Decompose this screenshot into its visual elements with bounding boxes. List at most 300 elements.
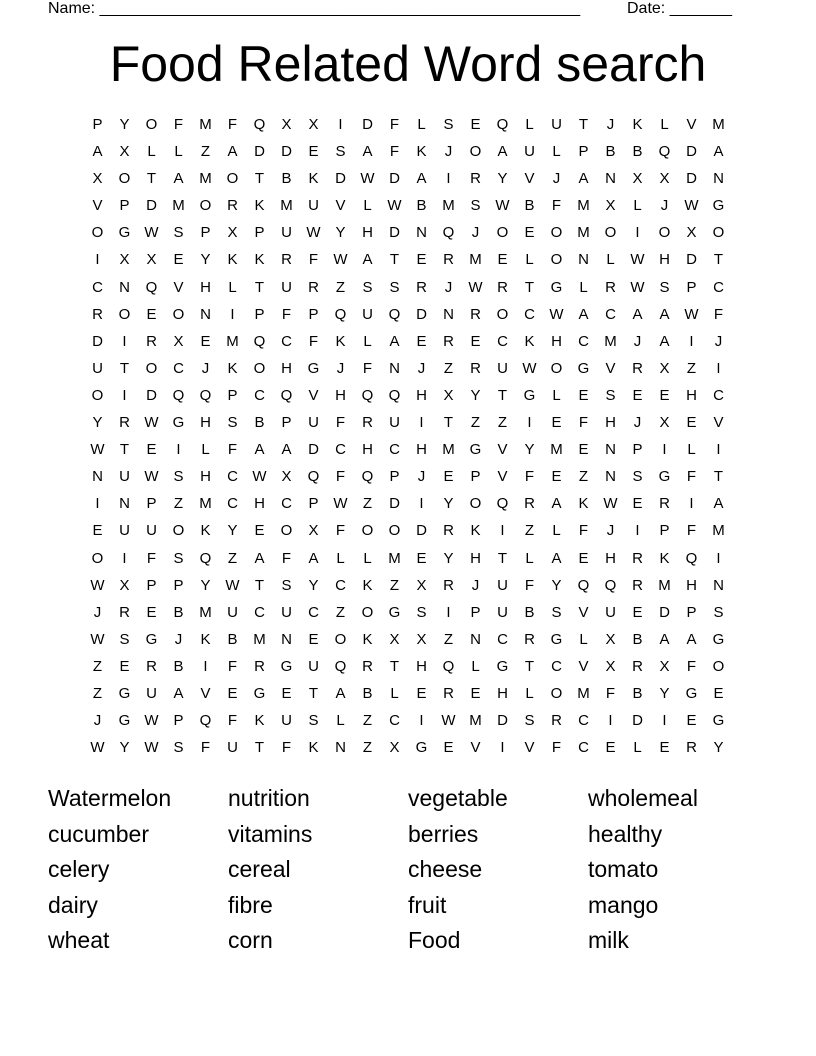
grid-letter: Z bbox=[227, 549, 238, 567]
grid-letter: L bbox=[174, 143, 183, 161]
grid-letter: F bbox=[281, 549, 292, 567]
grid-letter: S bbox=[632, 468, 643, 486]
grid-letter: T bbox=[146, 170, 157, 188]
grid-letter: O bbox=[91, 224, 104, 242]
grid-letter: V bbox=[200, 684, 211, 702]
grid-letter: X bbox=[605, 657, 616, 675]
grid-letter: F bbox=[389, 143, 400, 161]
grid-letter: M bbox=[469, 251, 482, 269]
grid-letter: R bbox=[497, 278, 508, 296]
grid-letter: C bbox=[281, 332, 292, 350]
grid-letter: H bbox=[281, 359, 292, 377]
grid-letter: Y bbox=[713, 739, 724, 757]
grid-letter: Y bbox=[200, 576, 211, 594]
grid-letter: K bbox=[254, 197, 265, 215]
grid-letter: K bbox=[308, 170, 319, 188]
grid-row bbox=[84, 303, 732, 330]
grid-letter: G bbox=[658, 468, 671, 486]
grid-letter: R bbox=[227, 197, 238, 215]
grid-letter: E bbox=[632, 386, 643, 404]
grid-letter: O bbox=[712, 657, 725, 675]
grid-letter: L bbox=[552, 522, 561, 540]
grid-letter: E bbox=[659, 386, 670, 404]
grid-letter: A bbox=[551, 495, 562, 513]
grid-letter: O bbox=[253, 359, 266, 377]
grid-letter: K bbox=[200, 630, 211, 648]
word-list-item: vitamins bbox=[228, 820, 313, 847]
grid-letter: H bbox=[686, 386, 697, 404]
grid-letter: I bbox=[527, 414, 532, 432]
grid-letter: S bbox=[443, 116, 454, 133]
grid-letter: O bbox=[361, 603, 374, 621]
grid-letter: D bbox=[686, 143, 697, 161]
grid-letter: E bbox=[551, 468, 562, 486]
grid-letter: A bbox=[713, 143, 724, 161]
grid-letter: P bbox=[173, 576, 184, 594]
grid-letter: H bbox=[659, 251, 670, 269]
grid-letter: R bbox=[470, 170, 481, 188]
grid-letter: F bbox=[308, 332, 319, 350]
grid-letter: I bbox=[635, 522, 640, 540]
grid-letter: P bbox=[308, 305, 319, 323]
grid-letter: I bbox=[716, 441, 721, 459]
grid-letter: M bbox=[199, 603, 212, 621]
grid-letter: P bbox=[173, 712, 184, 730]
grid-letter: Q bbox=[388, 305, 401, 323]
grid-letter: Y bbox=[551, 576, 562, 594]
grid-letter: I bbox=[419, 414, 424, 432]
grid-letter: H bbox=[605, 549, 616, 567]
grid-letter: D bbox=[362, 116, 373, 133]
grid-letter: O bbox=[712, 224, 725, 242]
grid-letter: O bbox=[469, 495, 482, 513]
word-list-item: cereal bbox=[228, 856, 291, 882]
grid-letter: C bbox=[335, 441, 346, 459]
grid-letter: O bbox=[91, 386, 104, 404]
grid-letter: X bbox=[119, 251, 130, 269]
grid-letter: L bbox=[633, 739, 642, 757]
grid-letter: I bbox=[635, 224, 640, 242]
grid-letter: I bbox=[176, 441, 181, 459]
grid-letter: G bbox=[307, 359, 320, 377]
grid-letter: L bbox=[363, 332, 372, 350]
grid-letter: S bbox=[713, 603, 724, 621]
grid-letter: F bbox=[281, 305, 292, 323]
grid-letter: G bbox=[388, 603, 401, 621]
grid-row bbox=[84, 221, 732, 248]
grid-letter: V bbox=[497, 468, 508, 486]
grid-letter: W bbox=[684, 305, 699, 323]
grid-letter: J bbox=[552, 170, 561, 188]
grid-letter: W bbox=[684, 197, 699, 215]
grid-letter: T bbox=[443, 414, 454, 432]
grid-letter: L bbox=[579, 630, 588, 648]
grid-letter: R bbox=[551, 712, 562, 730]
grid-letter: O bbox=[388, 522, 401, 540]
grid-letter: G bbox=[469, 441, 482, 459]
grid-letter: O bbox=[550, 684, 563, 702]
grid-letter: R bbox=[443, 684, 454, 702]
grid-letter: X bbox=[281, 468, 292, 486]
grid-letter: W bbox=[522, 359, 537, 377]
grid-letter: L bbox=[525, 684, 534, 702]
grid-letter: A bbox=[335, 684, 346, 702]
grid-letter: R bbox=[632, 549, 643, 567]
grid-letter: C bbox=[335, 576, 346, 594]
grid-letter: V bbox=[173, 278, 184, 296]
grid-letter: K bbox=[362, 576, 373, 594]
grid-letter: M bbox=[199, 170, 212, 188]
word-list-item: Food bbox=[408, 927, 461, 953]
grid-letter: K bbox=[578, 495, 589, 513]
grid-letter: V bbox=[524, 170, 535, 188]
grid-letter: G bbox=[712, 630, 725, 648]
grid-letter: I bbox=[662, 712, 667, 730]
grid-letter: Y bbox=[308, 576, 319, 594]
grid-letter: B bbox=[605, 143, 616, 161]
grid-letter: D bbox=[389, 224, 400, 242]
grid-letter: U bbox=[524, 143, 535, 161]
grid-letter: C bbox=[713, 386, 724, 404]
grid-letter: G bbox=[712, 197, 725, 215]
grid-letter: E bbox=[578, 441, 589, 459]
grid-letter: T bbox=[389, 251, 400, 269]
grid-letter: P bbox=[659, 522, 670, 540]
grid-letter: R bbox=[416, 278, 427, 296]
grid-letter: R bbox=[92, 305, 103, 323]
grid-letter: Y bbox=[119, 116, 130, 133]
grid-letter: H bbox=[254, 495, 265, 513]
grid-letter: P bbox=[686, 278, 697, 296]
grid-letter: R bbox=[443, 576, 454, 594]
grid-letter: P bbox=[254, 224, 265, 242]
grid-letter: K bbox=[632, 116, 643, 133]
grid-letter: W bbox=[387, 197, 402, 215]
grid-letter: C bbox=[281, 495, 292, 513]
grid-letter: E bbox=[227, 684, 238, 702]
grid-letter: A bbox=[659, 332, 670, 350]
grid-letter: D bbox=[92, 332, 103, 350]
grid-letter: M bbox=[199, 495, 212, 513]
grid-letter: F bbox=[551, 197, 562, 215]
word-list-item: cheese bbox=[408, 856, 483, 882]
grid-letter: E bbox=[686, 414, 697, 432]
grid-letter: X bbox=[119, 143, 130, 161]
grid-row bbox=[84, 438, 732, 465]
word-list-item: berries bbox=[408, 820, 479, 847]
grid-letter: Y bbox=[227, 522, 238, 540]
word-list bbox=[48, 781, 768, 959]
grid-letter: N bbox=[335, 739, 346, 757]
grid-letter: E bbox=[686, 712, 697, 730]
grid-letter: F bbox=[686, 522, 697, 540]
grid-letter: I bbox=[446, 603, 451, 621]
word-list-item: wholemeal bbox=[588, 785, 698, 811]
grid-letter: P bbox=[254, 305, 265, 323]
grid-letter: X bbox=[308, 522, 319, 540]
grid-letter: F bbox=[713, 305, 724, 323]
grid-letter: P bbox=[308, 495, 319, 513]
grid-letter: J bbox=[201, 359, 210, 377]
grid-letter: W bbox=[333, 251, 348, 269]
grid-letter: L bbox=[363, 549, 372, 567]
grid-letter: U bbox=[146, 684, 157, 702]
grid-letter: E bbox=[632, 603, 643, 621]
grid-letter: L bbox=[147, 143, 156, 161]
grid-letter: F bbox=[389, 116, 400, 133]
grid-letter: A bbox=[578, 305, 589, 323]
grid-letter: O bbox=[172, 305, 185, 323]
grid-letter: B bbox=[227, 630, 238, 648]
grid-letter: R bbox=[119, 414, 130, 432]
grid-letter: L bbox=[687, 441, 696, 459]
grid-letter: F bbox=[551, 739, 562, 757]
grid-letter: O bbox=[118, 305, 131, 323]
grid-letter: H bbox=[470, 549, 481, 567]
grid-letter: H bbox=[200, 468, 211, 486]
grid-letter: D bbox=[146, 197, 157, 215]
grid-letter: E bbox=[551, 414, 562, 432]
grid-letter: A bbox=[659, 305, 670, 323]
grid-letter: B bbox=[632, 684, 643, 702]
grid-letter: L bbox=[336, 712, 345, 730]
grid-letter: Q bbox=[280, 386, 293, 404]
grid-letter: O bbox=[496, 224, 509, 242]
grid-letter: R bbox=[524, 495, 535, 513]
grid-letter: C bbox=[227, 468, 238, 486]
grid-letter: P bbox=[470, 468, 481, 486]
grid-letter: G bbox=[550, 630, 563, 648]
grid-letter: F bbox=[173, 116, 184, 133]
grid-letter: D bbox=[308, 441, 319, 459]
grid-letter: Y bbox=[659, 684, 670, 702]
grid-letter: X bbox=[227, 224, 238, 242]
word-list-item: Watermelon bbox=[48, 785, 172, 811]
grid-letter: T bbox=[389, 657, 400, 675]
grid-letter: E bbox=[416, 332, 427, 350]
grid-letter: R bbox=[632, 359, 643, 377]
grid-letter: N bbox=[389, 359, 400, 377]
grid-letter: E bbox=[146, 441, 157, 459]
grid-letter: A bbox=[362, 251, 373, 269]
grid-letter: A bbox=[92, 143, 103, 161]
grid-letter: S bbox=[227, 414, 238, 432]
grid-letter: N bbox=[605, 468, 616, 486]
grid-letter: A bbox=[308, 549, 319, 567]
grid-letter: O bbox=[91, 549, 104, 567]
grid-letter: C bbox=[254, 603, 265, 621]
grid-letter: N bbox=[605, 170, 616, 188]
grid-letter: R bbox=[443, 332, 454, 350]
grid-letter: X bbox=[659, 414, 670, 432]
grid-letter: N bbox=[119, 495, 130, 513]
grid-letter: A bbox=[551, 549, 562, 567]
grid-letter: W bbox=[549, 305, 564, 323]
grid-row bbox=[84, 140, 732, 167]
grid-letter: Y bbox=[497, 170, 508, 188]
grid-letter: B bbox=[416, 197, 427, 215]
grid-letter: W bbox=[630, 251, 645, 269]
word-list-item: fibre bbox=[228, 891, 273, 918]
grid-letter: Y bbox=[524, 441, 535, 459]
grid-letter: P bbox=[632, 441, 643, 459]
grid-letter: H bbox=[362, 224, 373, 242]
grid-letter: K bbox=[254, 251, 265, 269]
grid-letter: S bbox=[173, 224, 184, 242]
grid-letter: R bbox=[632, 657, 643, 675]
grid-letter: N bbox=[443, 305, 454, 323]
grid-row bbox=[84, 682, 732, 709]
grid-letter: G bbox=[118, 684, 131, 702]
grid-letter: L bbox=[525, 251, 534, 269]
grid-letter: G bbox=[172, 414, 185, 432]
grid-letter: Y bbox=[92, 414, 103, 432]
grid-letter: T bbox=[254, 170, 265, 188]
grid-letter: Z bbox=[92, 684, 103, 702]
grid-letter: U bbox=[308, 197, 319, 215]
grid-row bbox=[84, 384, 732, 411]
grid-letter: U bbox=[281, 712, 292, 730]
grid-letter: R bbox=[254, 657, 265, 675]
grid-letter: I bbox=[689, 495, 694, 513]
grid-letter: K bbox=[227, 251, 238, 269]
grid-letter: M bbox=[253, 630, 266, 648]
grid-letter: U bbox=[308, 657, 319, 675]
grid-letter: E bbox=[605, 739, 616, 757]
grid-letter: K bbox=[227, 359, 238, 377]
grid-letter: S bbox=[551, 603, 562, 621]
grid-letter: T bbox=[254, 278, 265, 296]
grid-letter: D bbox=[686, 251, 697, 269]
grid-letter: X bbox=[605, 630, 616, 648]
grid-letter: X bbox=[659, 359, 670, 377]
grid-letter: Y bbox=[443, 549, 454, 567]
word-list-item: nutrition bbox=[228, 785, 310, 811]
grid-letter: E bbox=[713, 684, 724, 702]
grid-letter: J bbox=[93, 603, 102, 621]
grid-letter: U bbox=[497, 359, 508, 377]
grid-letter: E bbox=[146, 603, 157, 621]
grid-letter: U bbox=[281, 224, 292, 242]
grid-letter: W bbox=[360, 170, 375, 188]
grid-letter: D bbox=[281, 143, 292, 161]
grid-letter: Z bbox=[470, 414, 481, 432]
grid-letter: F bbox=[227, 712, 238, 730]
letter-grid bbox=[84, 113, 732, 763]
grid-letter: F bbox=[362, 359, 373, 377]
grid-letter: R bbox=[605, 278, 616, 296]
grid-letter: V bbox=[335, 197, 346, 215]
grid-letter: R bbox=[443, 251, 454, 269]
grid-letter: J bbox=[444, 278, 453, 296]
grid-letter: W bbox=[144, 739, 159, 757]
grid-letter: U bbox=[227, 739, 238, 757]
grid-letter: E bbox=[308, 630, 319, 648]
grid-letter: R bbox=[686, 739, 697, 757]
grid-letter: S bbox=[470, 197, 481, 215]
grid-letter: U bbox=[389, 414, 400, 432]
grid-letter: M bbox=[280, 197, 293, 215]
grid-letter: A bbox=[686, 630, 697, 648]
grid-letter: Z bbox=[362, 495, 373, 513]
grid-letter: G bbox=[280, 657, 293, 675]
grid-letter: E bbox=[254, 522, 265, 540]
grid-row bbox=[84, 655, 732, 682]
grid-letter: S bbox=[605, 386, 616, 404]
grid-letter: N bbox=[713, 576, 724, 594]
grid-letter: G bbox=[118, 224, 131, 242]
grid-letter: P bbox=[146, 576, 157, 594]
grid-letter: E bbox=[524, 224, 535, 242]
grid-letter: O bbox=[550, 224, 563, 242]
grid-letter: C bbox=[497, 332, 508, 350]
grid-letter: A bbox=[173, 684, 184, 702]
grid-letter: E bbox=[308, 143, 319, 161]
grid-letter: L bbox=[525, 549, 534, 567]
grid-letter: G bbox=[145, 630, 158, 648]
grid-letter: O bbox=[172, 522, 185, 540]
grid-letter: A bbox=[227, 143, 238, 161]
grid-letter: W bbox=[90, 576, 105, 594]
grid-letter: V bbox=[578, 657, 589, 675]
grid-letter: J bbox=[633, 414, 642, 432]
grid-letter: D bbox=[416, 522, 427, 540]
grid-letter: V bbox=[470, 739, 481, 757]
grid-row bbox=[84, 330, 732, 357]
grid-letter: X bbox=[389, 630, 400, 648]
grid-letter: R bbox=[281, 251, 292, 269]
grid-letter: U bbox=[551, 116, 562, 133]
grid-letter: E bbox=[470, 116, 481, 133]
word-list-item: dairy bbox=[48, 891, 98, 918]
grid-letter: H bbox=[551, 332, 562, 350]
grid-letter: S bbox=[524, 712, 535, 730]
grid-letter: E bbox=[119, 657, 130, 675]
grid-letter: G bbox=[415, 739, 428, 757]
grid-letter: I bbox=[95, 251, 100, 269]
grid-letter: T bbox=[524, 657, 535, 675]
grid-letter: G bbox=[523, 386, 536, 404]
grid-letter: M bbox=[577, 197, 590, 215]
grid-letter: M bbox=[658, 576, 671, 594]
grid-letter: W bbox=[144, 414, 159, 432]
grid-letter: S bbox=[308, 712, 319, 730]
grid-letter: F bbox=[605, 684, 616, 702]
grid-letter: X bbox=[416, 630, 427, 648]
grid-letter: K bbox=[470, 522, 481, 540]
grid-letter: K bbox=[200, 522, 211, 540]
grid-letter: U bbox=[497, 603, 508, 621]
word-list-item: tomato bbox=[588, 856, 659, 882]
grid-letter: W bbox=[333, 495, 348, 513]
grid-letter: F bbox=[146, 549, 157, 567]
grid-letter: A bbox=[659, 630, 670, 648]
grid-row bbox=[84, 276, 732, 303]
grid-letter: X bbox=[443, 386, 454, 404]
grid-letter: R bbox=[308, 278, 319, 296]
grid-letter: D bbox=[416, 305, 427, 323]
grid-letter: P bbox=[119, 197, 130, 215]
grid-letter: M bbox=[226, 332, 239, 350]
grid-letter: G bbox=[496, 657, 509, 675]
grid-letter: V bbox=[524, 739, 535, 757]
grid-letter: I bbox=[716, 359, 721, 377]
grid-letter: O bbox=[604, 224, 617, 242]
grid-letter: X bbox=[173, 332, 184, 350]
grid-letter: W bbox=[441, 712, 456, 730]
grid-letter: E bbox=[416, 684, 427, 702]
grid-letter: E bbox=[416, 251, 427, 269]
